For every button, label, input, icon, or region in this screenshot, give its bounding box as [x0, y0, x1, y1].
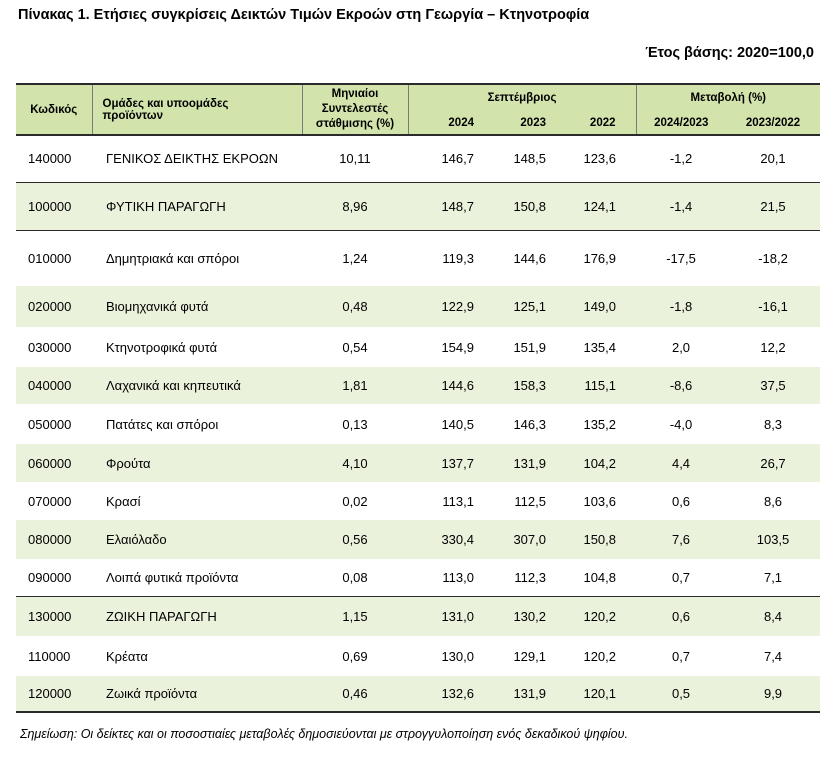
cell-group-name: ΦΥΤΙΚΗ ΠΑΡΑΓΩΓΗ [92, 182, 302, 230]
cell-change-2024-2023: -8,6 [636, 367, 726, 404]
cell-sep-2022: 120,2 [583, 648, 617, 664]
cell-sep-2022: 123,6 [583, 151, 617, 167]
cell-sep-2023: 148,5 [513, 151, 546, 167]
cell-weight: 0,08 [342, 569, 368, 585]
cell-weight: 0,46 [302, 676, 408, 712]
cell-change-2024-2023: 2,0 [671, 339, 691, 355]
cell-change-2024-2023: 0,7 [671, 569, 691, 585]
cell-code: 110000 [28, 648, 71, 664]
header-change-2024-2023: 2024/2023 [636, 111, 726, 135]
cell-group-name: ΖΩΙΚΗ ΠΑΡΑΓΩΓΗ [92, 596, 302, 636]
cell-code: 080000 [16, 520, 92, 559]
cell-weight: 1,81 [302, 367, 408, 404]
cell-change-2023-2022: 26,7 [726, 444, 820, 482]
cell-change-2024-2023: -4,0 [669, 416, 693, 432]
table-row [16, 286, 820, 327]
cell-weight: 4,10 [302, 444, 408, 482]
table-row [16, 596, 820, 636]
cell-sep-2024: 330,4 [408, 520, 484, 559]
cell-change-2024-2023: -17,5 [636, 230, 726, 286]
cell-sep-2024: 140,5 [441, 416, 474, 432]
header-group-line2: προϊόντων [102, 109, 163, 122]
cell-sep-2022: 176,9 [556, 230, 636, 286]
cell-group-name: ΓΕΝΙΚΟΣ ΔΕΙΚΤΗΣ ΕΚΡΟΩΝ [106, 151, 278, 167]
header-year-2024: 2024 [408, 111, 484, 135]
header-weights-line1: Μηνιαίοι [331, 88, 379, 100]
cell-change-2023-2022: 8,3 [763, 416, 783, 432]
cell-sep-2024: 130,0 [441, 648, 474, 664]
cell-sep-2023: 112,5 [514, 493, 546, 509]
cell-code: 060000 [16, 444, 92, 482]
header-weights-line2: Συντελεστές [321, 103, 389, 115]
cell-code: 140000 [28, 151, 72, 167]
cell-sep-2022: 124,1 [556, 182, 636, 230]
cell-change-2024-2023: 4,4 [636, 444, 726, 482]
table-row [16, 636, 820, 676]
cell-sep-2022: 115,1 [556, 367, 636, 404]
cell-weight: 0,69 [342, 648, 368, 664]
cell-change-2023-2022: 37,5 [726, 367, 820, 404]
header-year-2022: 2022 [556, 111, 636, 135]
cell-group-name: Κρέατα [106, 648, 148, 664]
cell-sep-2022: 120,2 [556, 596, 636, 636]
header-weights [302, 84, 408, 135]
cell-group-name: Βιομηχανικά φυτά [92, 286, 302, 327]
table-row [16, 444, 820, 482]
cell-change-2024-2023: -1,2 [669, 151, 693, 167]
cell-sep-2022: 149,0 [556, 286, 636, 327]
cell-sep-2024: 137,7 [408, 444, 484, 482]
cell-sep-2022: 103,6 [583, 493, 617, 509]
cell-sep-2024: 154,9 [441, 339, 474, 355]
cell-sep-2022: 135,2 [583, 416, 617, 432]
cell-change-2023-2022: 21,5 [726, 182, 820, 230]
table-row [16, 676, 820, 712]
cell-code: 040000 [16, 367, 92, 404]
cell-weight: 0,56 [302, 520, 408, 559]
cell-sep-2022: 150,8 [556, 520, 636, 559]
cell-group-name: Λοιπά φυτικά προϊόντα [106, 569, 239, 585]
cell-code: 070000 [28, 493, 72, 509]
cell-change-2023-2022: -16,1 [726, 286, 820, 327]
cell-sep-2022: 135,4 [583, 339, 617, 355]
header-code: Κωδικός [16, 84, 92, 135]
cell-change-2023-2022: 20,1 [760, 151, 786, 167]
cell-sep-2023: 131,9 [484, 444, 556, 482]
cell-sep-2023: 146,3 [513, 416, 546, 432]
table-row [16, 230, 820, 286]
cell-code: 120000 [16, 676, 92, 712]
table-title: Πίνακας 1. Ετήσιες συγκρίσεις Δεικτών Τιμών Εκροών στη Γεωργία – Κτηνοτροφία [18, 7, 590, 23]
cell-change-2023-2022: 8,6 [763, 493, 783, 509]
cell-sep-2023: 150,8 [484, 182, 556, 230]
table-row [16, 559, 820, 596]
cell-sep-2024: 113,0 [442, 569, 474, 585]
cell-weight: 10,11 [339, 151, 371, 167]
cell-change-2024-2023: -1,4 [636, 182, 726, 230]
header-september: Σεπτέμβριος [408, 84, 636, 111]
table-row [16, 327, 820, 367]
cell-change-2023-2022: 9,9 [726, 676, 820, 712]
cell-change-2024-2023: 0,7 [671, 648, 691, 664]
cell-sep-2023: 125,1 [484, 286, 556, 327]
header-weights-line3: στάθμισης (%) [315, 118, 395, 130]
cell-sep-2022: 104,2 [556, 444, 636, 482]
cell-sep-2024: 146,7 [441, 151, 474, 167]
cell-sep-2023: 112,3 [514, 569, 546, 585]
cell-change-2024-2023: 0,5 [636, 676, 726, 712]
cell-code: 020000 [16, 286, 92, 327]
table-row [16, 367, 820, 404]
cell-code: 100000 [16, 182, 92, 230]
cell-code: 030000 [28, 339, 72, 355]
cell-weight: 0,48 [302, 286, 408, 327]
cell-group-name: Λαχανικά και κηπευτικά [92, 367, 302, 404]
cell-weight: 8,96 [302, 182, 408, 230]
cell-change-2023-2022: 103,5 [726, 520, 820, 559]
table-row [16, 404, 820, 444]
price-index-table [16, 83, 820, 713]
cell-change-2024-2023: -1,8 [636, 286, 726, 327]
cell-sep-2023: 307,0 [484, 520, 556, 559]
cell-weight: 1,24 [302, 230, 408, 286]
cell-weight: 0,02 [342, 493, 368, 509]
cell-change-2024-2023: 0,6 [636, 596, 726, 636]
header-year-2023: 2023 [484, 111, 556, 135]
cell-sep-2024: 131,0 [408, 596, 484, 636]
header-group [92, 84, 302, 135]
cell-sep-2023: 131,9 [484, 676, 556, 712]
cell-code: 130000 [16, 596, 92, 636]
cell-group-name: Δημητριακά και σπόροι [92, 230, 302, 286]
footnote: Σημείωση: Οι δείκτες και οι ποσοστιαίες μεταβολές δημοσιεύονται με στρογγυλοποίηση ενός δεκαδικού ψηφίου. [20, 727, 628, 741]
cell-change-2023-2022: 12,2 [760, 339, 786, 355]
cell-sep-2024: 148,7 [408, 182, 484, 230]
cell-sep-2024: 144,6 [408, 367, 484, 404]
cell-sep-2022: 104,8 [583, 569, 617, 585]
cell-group-name: Πατάτες και σπόροι [106, 416, 219, 432]
table-row [16, 135, 820, 182]
cell-code: 090000 [28, 569, 72, 585]
cell-weight: 1,15 [302, 596, 408, 636]
table-row [16, 182, 820, 230]
header-group-line1: Ομάδες και υποομάδες [102, 97, 229, 110]
cell-sep-2024: 113,1 [442, 493, 474, 509]
cell-change-2023-2022: 7,4 [763, 648, 783, 664]
cell-sep-2023: 158,3 [484, 367, 556, 404]
cell-sep-2024: 122,9 [408, 286, 484, 327]
cell-weight: 0,54 [342, 339, 368, 355]
cell-weight: 0,13 [342, 416, 368, 432]
base-year: Έτος βάσης: 2020=100,0 [645, 45, 814, 61]
header-change: Μεταβολή (%) [636, 84, 820, 111]
cell-code: 050000 [28, 416, 72, 432]
cell-group-name: Κτηνοτροφικά φυτά [106, 339, 218, 355]
cell-change-2023-2022: 7,1 [763, 569, 783, 585]
cell-sep-2024: 119,3 [408, 230, 484, 286]
cell-change-2024-2023: 0,6 [671, 493, 691, 509]
cell-change-2023-2022: 8,4 [726, 596, 820, 636]
cell-sep-2023: 129,1 [513, 648, 546, 664]
cell-sep-2023: 151,9 [513, 339, 546, 355]
cell-group-name: Ζωικά προϊόντα [92, 676, 302, 712]
cell-change-2023-2022: -18,2 [726, 230, 820, 286]
table-row [16, 482, 820, 520]
cell-sep-2022: 120,1 [556, 676, 636, 712]
table-row [16, 520, 820, 559]
cell-group-name: Κρασί [106, 493, 141, 509]
cell-sep-2023: 130,2 [484, 596, 556, 636]
cell-group-name: Ελαιόλαδο [92, 520, 302, 559]
cell-sep-2024: 132,6 [408, 676, 484, 712]
header-change-2023-2022: 2023/2022 [726, 111, 820, 135]
cell-group-name: Φρούτα [92, 444, 302, 482]
cell-sep-2023: 144,6 [484, 230, 556, 286]
cell-change-2024-2023: 7,6 [636, 520, 726, 559]
cell-code: 010000 [16, 230, 92, 286]
